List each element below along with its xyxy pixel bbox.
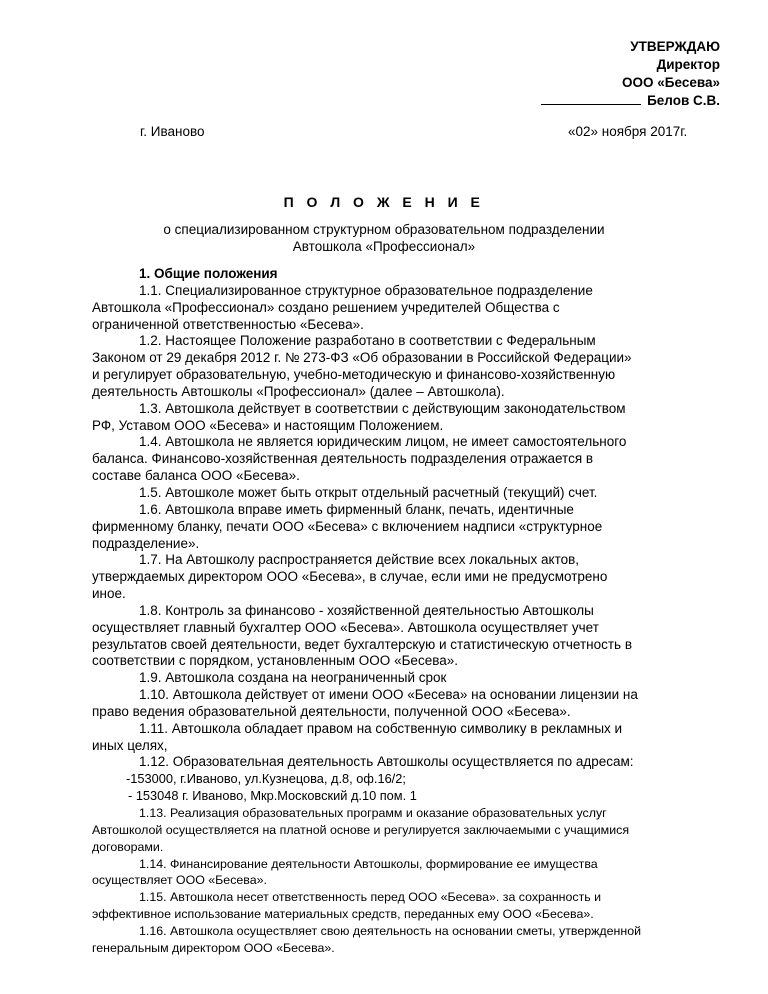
approval-signature-row bbox=[541, 92, 720, 110]
signature-line bbox=[541, 92, 641, 105]
paragraph-line: 1.16. Автошкола осуществляет свою деятельность на основании сметы, утвержденной bbox=[139, 923, 642, 938]
paragraph-line: право ведения образовательной деятельности, полученной ООО «Бесева». bbox=[92, 703, 571, 719]
paragraph-line: иное. bbox=[92, 586, 126, 602]
paragraph-line: подразделение». bbox=[92, 535, 200, 551]
paragraph-line: Автошкола «Профессионал» создано решением учредителей Общества с bbox=[92, 299, 560, 315]
paragraph-line: иных целях, bbox=[92, 737, 168, 753]
paragraph-line: 1.1. Специализированное структурное образовательное подразделение bbox=[139, 282, 593, 298]
paragraph-line: 1.4. Автошкола не является юридическим лицом, не имеет самостоятельного bbox=[139, 434, 627, 450]
section-heading: 1. Общие положения bbox=[139, 266, 278, 281]
paragraph-line: 1.3. Автошкола действует в соответствии с действующим законодательством bbox=[139, 400, 626, 416]
approval-position: Директор bbox=[656, 57, 720, 72]
approval-company: ООО «Бесева» bbox=[622, 75, 720, 90]
paragraph-line: деятельность Автошколы «Профессионал» (далее – Автошкола). bbox=[92, 383, 505, 399]
paragraph-line: фирменному бланку, печати ООО «Бесева» с включением надписи «структурное bbox=[92, 518, 603, 534]
paragraph-line: баланса. Финансово-хозяйственная деятельность подразделения отражается в bbox=[92, 451, 594, 467]
paragraph-line: 1.8. Контроль за финансово - хозяйственной деятельностью Автошколы bbox=[139, 602, 594, 618]
approval-heading: УТВЕРЖДАЮ bbox=[630, 39, 720, 54]
paragraph-line: 1.9. Автошкола создана на неограниченный срок bbox=[139, 670, 447, 686]
paragraph-line: ограниченной ответственностью «Бесева». bbox=[92, 316, 364, 332]
paragraph-line: эффективное использование материальных средств, переданных ему ООО «Бесева». bbox=[92, 907, 594, 922]
paragraph-line: 1.10. Автошкола действует от имени ООО «Бесева» на основании лицензии на bbox=[139, 687, 638, 703]
paragraph-line: генеральным директором ООО «Бесева». bbox=[92, 940, 335, 955]
paragraph-line: 1.14. Финансирование деятельности Автошколы, формирование ее имущества bbox=[139, 856, 598, 871]
paragraph-line: Автошколой осуществляется на платной основе и регулируется заключаемыми с учащимися bbox=[92, 822, 630, 837]
paragraph-line: РФ, Уставом ООО «Бесева» и настоящим Положением. bbox=[92, 417, 444, 433]
document-subtitle bbox=[0, 221, 768, 255]
paragraph-line: 1.6. Автошкола вправе иметь фирменный бланк, печать, идентичные bbox=[139, 501, 574, 517]
paragraph-line: 1.12. Образовательная деятельность Автошколы осуществляется по адресам: bbox=[139, 754, 634, 770]
paragraph-line: 1.15. Автошкола несет ответственность перед ООО «Бесева». за сохранность и bbox=[139, 890, 602, 905]
address-line: -153000, г.Иваново, ул.Кузнецова, д.8, оф.16/2; bbox=[126, 771, 406, 787]
paragraph-line: 1.7. На Автошколу распространяется действие всех локальных актов, bbox=[139, 552, 580, 568]
paragraph-line: Законом от 29 декабря 2012 г. № 273-ФЗ «Об образовании в Российской Федерации» bbox=[92, 350, 632, 366]
approval-signer: Белов С.В. bbox=[647, 93, 720, 108]
paragraph-line: 1.2. Настоящее Положение разработано в соответствии с Федеральным bbox=[139, 333, 596, 349]
paragraph-line: осуществляет ООО «Бесева». bbox=[92, 873, 267, 888]
paragraph-line: 1.13. Реализация образовательных программ и оказание образовательных услуг bbox=[139, 806, 607, 820]
paragraph-line: 1.5. Автошколе может быть открыт отдельный расчетный (текущий) счет. bbox=[139, 484, 598, 500]
paragraph-line: утверждаемых директором ООО «Бесева», в случае, если ими не предусмотрено bbox=[92, 569, 608, 585]
subtitle-line: о специализированном структурном образовательном подразделении bbox=[163, 222, 605, 237]
paragraph-line: осуществляет главный бухгалтер ООО «Бесева». Автошкола осуществляет учет bbox=[92, 619, 599, 635]
paragraph-line: результатов своей деятельности, ведет бухгалтерскую и статистическую отчетность в bbox=[92, 636, 632, 652]
paragraph-line: соответствии с порядком, установленным ООО «Бесева». bbox=[92, 653, 458, 669]
document-body bbox=[92, 266, 732, 957]
address-line: - 153048 г. Иваново, Мкр.Московский д.10 пом. 1 bbox=[128, 788, 417, 804]
approval-block bbox=[541, 38, 720, 110]
city-label: г. Иваново bbox=[140, 124, 205, 139]
paragraph-line: 1.11. Автошкола обладает правом на собственную символику в рекламных и bbox=[139, 720, 623, 736]
paragraph-line: составе баланса ООО «Бесева». bbox=[92, 468, 300, 484]
paragraph-line: договорами. bbox=[92, 839, 164, 854]
paragraph-line: и регулирует образовательную, учебно-методическую и финансово-хозяйственную bbox=[92, 367, 616, 383]
document-title: П О Л О Ж Е Н И Е bbox=[283, 194, 485, 210]
document-date: «02» ноября 2017г. bbox=[568, 124, 688, 139]
subtitle-line: Автошкола «Профессионал» bbox=[292, 239, 476, 254]
